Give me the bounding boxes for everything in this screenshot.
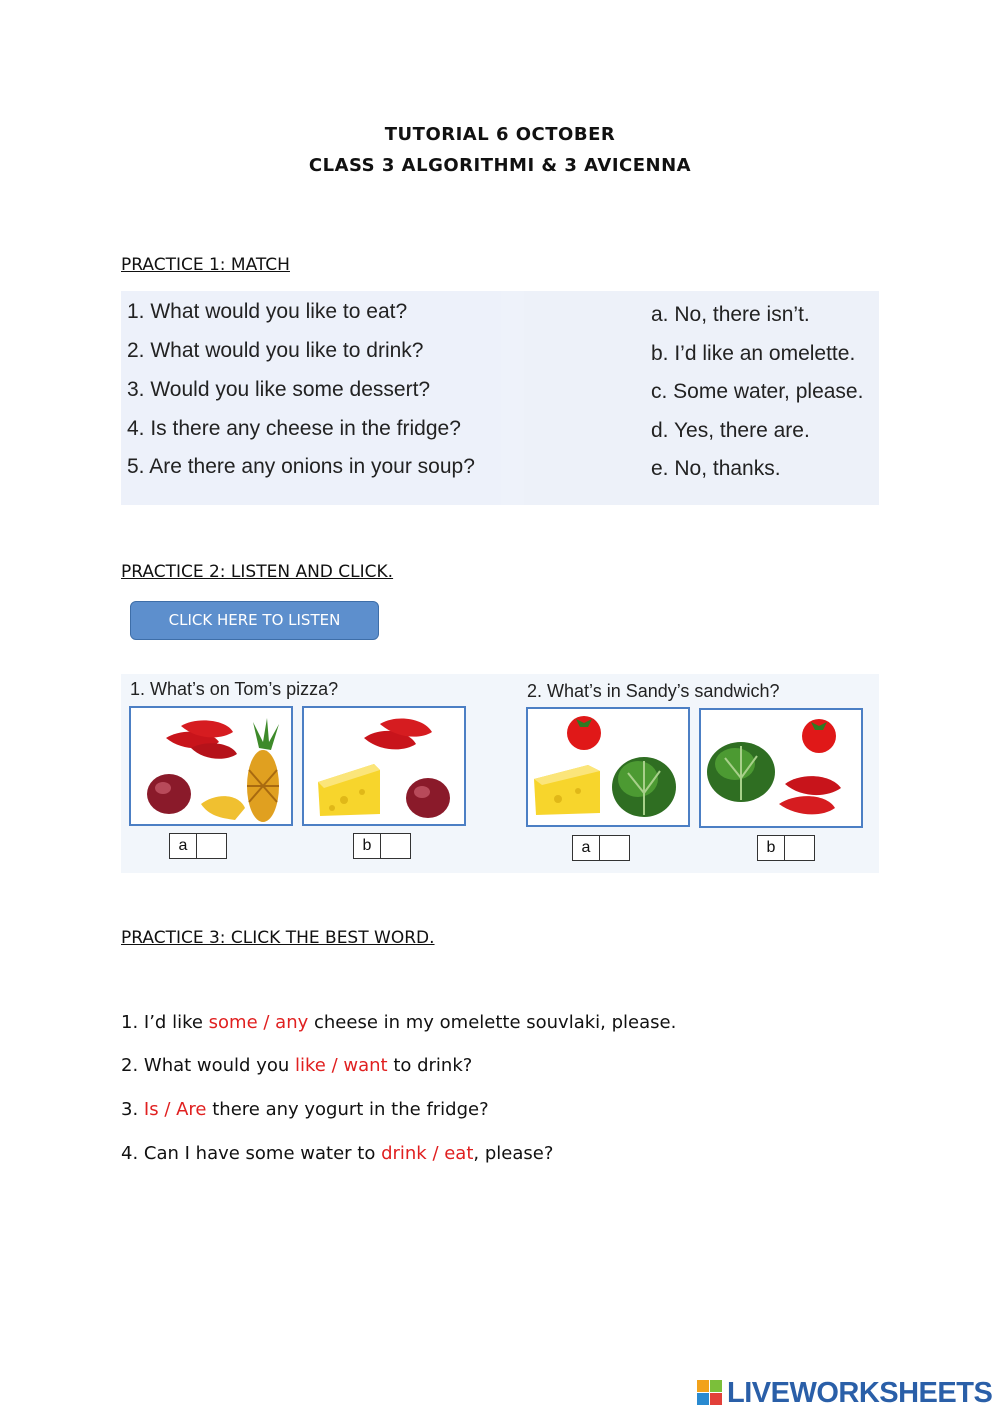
word-choice-drink-eat[interactable]: drink / eat <box>381 1143 474 1164</box>
sentence-2-end: to drink? <box>387 1055 473 1076</box>
sandwich-choice-a[interactable] <box>572 835 630 861</box>
page-title: TUTORIAL 6 OCTOBER <box>384 124 616 145</box>
match-exercise-image <box>121 291 879 505</box>
red-onion-icon <box>147 774 191 814</box>
sentence-2 <box>121 1055 472 1076</box>
red-pepper-icon <box>779 776 841 814</box>
choice-letter-a: a <box>170 834 197 858</box>
sandwich-choice-b[interactable] <box>757 835 815 861</box>
cheese-icon <box>534 765 600 815</box>
sandwich-option-b-image <box>699 708 863 828</box>
practice2-heading: PRACTICE 2: LISTEN AND CLICK. <box>121 562 394 582</box>
question-sandwich: 2. What’s in Sandy’s sandwich? <box>527 681 780 701</box>
answer-d: d. Yes, there are. <box>651 419 810 442</box>
practice3-heading: PRACTICE 3: CLICK THE BEST WORD. <box>121 928 435 948</box>
tomato-icon <box>567 716 601 750</box>
question-3: 3. Would you like some dessert? <box>127 378 431 401</box>
answer-a: a. No, there isn’t. <box>651 303 810 326</box>
sentence-1-start: 1. I’d like <box>121 1012 209 1033</box>
pizza-choice-b[interactable] <box>353 833 411 859</box>
sentence-1 <box>121 1012 676 1033</box>
listen-button[interactable]: CLICK HERE TO LISTEN <box>130 601 379 640</box>
choice-letter-a: a <box>573 836 600 860</box>
question-pizza: 1. What’s on Tom’s pizza? <box>130 679 339 699</box>
sentence-3 <box>121 1099 489 1120</box>
choice-letter-b: b <box>354 834 381 858</box>
sentence-4-end: , please? <box>473 1143 554 1164</box>
word-choice-like-want[interactable]: like / want <box>295 1055 388 1076</box>
answer-b: b. I’d like an omelette. <box>651 342 856 365</box>
practice1-heading: PRACTICE 1: MATCH <box>121 255 290 275</box>
red-pepper-icon <box>166 720 237 758</box>
choice-letter-b: b <box>758 836 785 860</box>
answer-c: c. Some water, please. <box>651 380 864 403</box>
cheese-icon <box>318 764 380 816</box>
tomato-icon <box>802 719 836 753</box>
match-questions-column <box>121 291 501 505</box>
question-4: 4. Is there any cheese in the fridge? <box>127 417 461 440</box>
sentence-3-start: 3. <box>121 1099 144 1120</box>
sentence-1-end: cheese in my omelette souvlaki, please. <box>308 1012 677 1033</box>
red-onion-icon <box>406 778 450 818</box>
question-1: 1. What would you like to eat? <box>127 300 408 323</box>
question-2: 2. What would you like to drink? <box>127 339 424 362</box>
lettuce-icon <box>612 757 676 817</box>
pizza-option-a-image <box>129 706 293 826</box>
liveworksheets-logo-icon <box>697 1380 723 1406</box>
word-choice-is-are[interactable]: Is / Are <box>143 1099 207 1120</box>
sentence-4-start: 4. Can I have some water to <box>121 1143 382 1164</box>
pizza-option-b-image <box>302 706 466 826</box>
question-5: 5. Are there any onions in your soup? <box>127 455 475 478</box>
word-choice-some-any[interactable]: some / any <box>208 1012 309 1033</box>
red-pepper-icon <box>364 718 432 749</box>
sentence-4 <box>121 1143 553 1164</box>
sentence-2-start: 2. What would you <box>121 1055 295 1076</box>
sandwich-option-a-image <box>526 707 690 827</box>
pizza-choice-a[interactable] <box>169 833 227 859</box>
listening-pictures <box>121 674 879 873</box>
liveworksheets-logo-text[interactable]: LIVEWORKSHEETS <box>727 1377 993 1409</box>
match-answers-column <box>524 291 879 505</box>
sentence-3-end: there any yogurt in the fridge? <box>206 1099 489 1120</box>
page-subtitle: CLASS 3 ALGORITHMI & 3 AVICENNA <box>308 155 692 176</box>
answer-e: e. No, thanks. <box>651 457 781 480</box>
lettuce-icon <box>707 742 775 802</box>
